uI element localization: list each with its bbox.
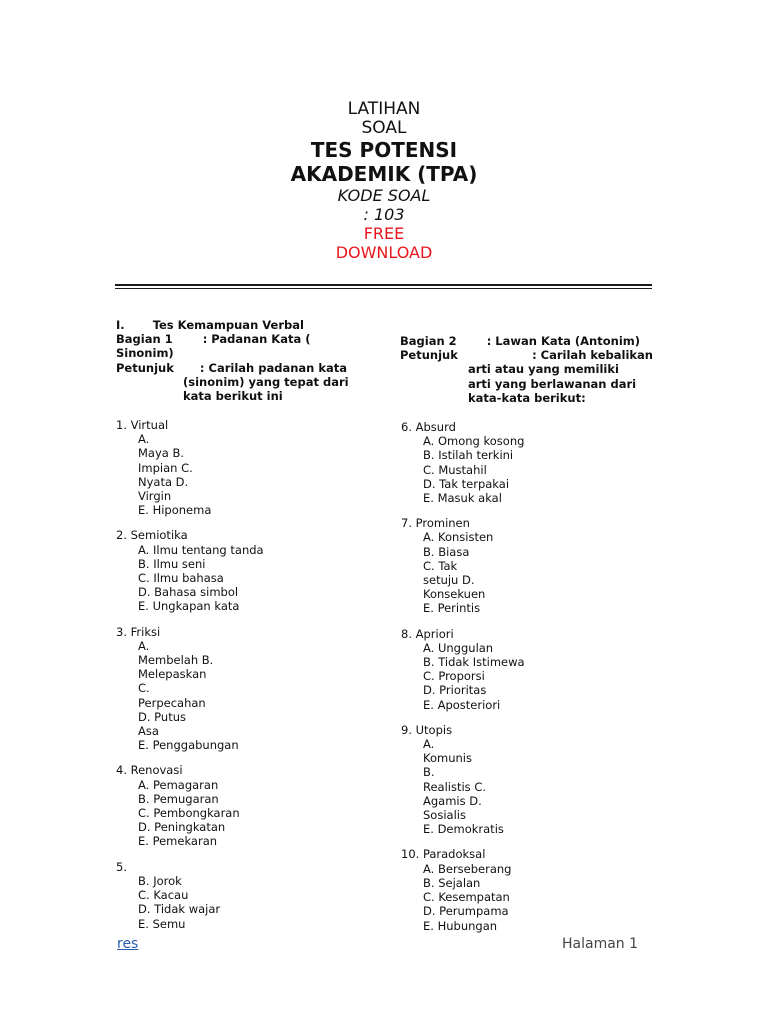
question-5 <box>116 860 366 931</box>
question-4-line: E. Pemekaran <box>138 834 218 849</box>
hint-1-value-3: kata berikut ini <box>183 389 283 404</box>
question-3-line: C. <box>138 681 150 696</box>
question-9-line: Realistis C. <box>423 779 487 794</box>
question-8-line: E. Aposteriori <box>423 697 501 712</box>
question-4-line: C. Pembongkaran <box>138 806 240 821</box>
left-question-list <box>116 418 366 931</box>
hint-2-value: : Carilah kebalikan <box>532 348 653 363</box>
question-10-line: E. Hubungan <box>423 918 498 933</box>
question-9-line: Komunis <box>423 751 472 766</box>
question-1-head: 1. Virtual <box>116 418 169 432</box>
question-1-line: Nyata D. <box>138 474 189 489</box>
hint-1-label: Petunjuk <box>116 360 174 375</box>
header-line-latihan: LATIHAN <box>347 99 421 119</box>
part-1-line <box>116 332 356 346</box>
question-10-head: 10. Paradoksal <box>401 847 486 862</box>
question-9-line: Sosialis <box>423 808 466 823</box>
question-3-line: Perpecahan <box>138 695 206 710</box>
question-9-line: A. <box>423 737 435 752</box>
page-number: Halaman 1 <box>562 936 639 952</box>
question-5-head: 5. <box>116 859 127 874</box>
question-4-line: A. Pemagaran <box>138 777 219 792</box>
right-question-list <box>401 420 654 933</box>
question-2-line: B. Ilmu seni <box>138 556 206 571</box>
question-7-line: setuju D. <box>423 573 475 588</box>
hint-2-label: Petunjuk <box>400 348 458 363</box>
header-line-soal: SOAL <box>361 118 407 138</box>
question-5-line: B. Jorok <box>138 873 182 888</box>
question-9-head: 9. Utopis <box>401 722 453 737</box>
divider-thin <box>115 288 652 289</box>
question-4 <box>116 763 366 848</box>
hint-2-line <box>400 348 653 362</box>
part-1-value-cont: Sinonim) <box>116 346 174 361</box>
question-5-line: D. Tidak wajar <box>138 902 221 917</box>
question-4-line: B. Pemugaran <box>138 791 219 806</box>
question-3-line: Melepaskan <box>138 667 207 682</box>
question-10-line: B. Sejalan <box>423 875 481 890</box>
question-3-line: Asa <box>138 724 159 739</box>
question-8-line: D. Prioritas <box>423 683 487 698</box>
question-6-line: A. Omong kosong <box>423 434 525 449</box>
question-7-line: A. Konsisten <box>423 530 494 545</box>
section-number: I. <box>116 318 125 332</box>
divider-thick <box>115 284 652 286</box>
question-3-line: D. Putus <box>138 709 186 724</box>
question-3 <box>116 625 366 753</box>
hint-1-value-2: (sinonim) yang tepat dari <box>183 374 349 389</box>
question-6-line: B. Istilah terkini <box>423 448 514 463</box>
question-9-line: B. <box>423 765 435 780</box>
question-3-head: 3. Friksi <box>116 624 161 639</box>
question-8-line: B. Tidak Istimewa <box>423 655 525 670</box>
part-2-value: : Lawan Kata (Antonim) <box>486 334 640 348</box>
question-7-line: C. Tak <box>423 558 458 573</box>
question-2 <box>116 528 366 613</box>
question-1-line: Maya B. <box>138 446 185 461</box>
question-6-line: E. Masuk akal <box>423 491 502 506</box>
question-1-line: Impian C. <box>138 460 193 475</box>
question-7-line: E. Perintis <box>423 601 481 616</box>
right-instructions <box>400 334 653 405</box>
question-9-line: Agamis D. <box>423 793 482 808</box>
header-code-label: KODE SOAL <box>337 186 431 205</box>
question-1-line: Virgin <box>138 489 172 504</box>
question-6-line: D. Tak terpakai <box>423 476 510 491</box>
question-10 <box>401 847 654 932</box>
question-9 <box>401 723 654 837</box>
question-9-line: E. Demokratis <box>423 822 504 837</box>
question-5-line: E. Semu <box>138 916 186 931</box>
question-8-head: 8. Apriori <box>401 626 454 641</box>
hint-1-line <box>116 361 356 375</box>
question-1 <box>116 418 366 517</box>
header-free: FREE <box>363 224 405 243</box>
part-2-line <box>400 334 653 348</box>
question-2-line: C. Ilmu bahasa <box>138 571 224 586</box>
question-10-line: D. Perumpama <box>423 904 509 919</box>
part-1-label: Bagian 1 <box>116 332 173 347</box>
hint-2-value-4: kata-kata berikut: <box>468 390 586 405</box>
question-8-line: A. Unggulan <box>423 640 494 655</box>
question-7-head: 7. Prominen <box>401 516 470 531</box>
footer-link[interactable]: res <box>117 936 139 952</box>
question-3-line: A. <box>138 638 150 653</box>
question-2-line: A. Ilmu tentang tanda <box>138 542 264 557</box>
question-6 <box>401 420 654 505</box>
question-2-line: E. Ungkapan kata <box>138 599 240 614</box>
question-1-line: A. <box>138 432 150 447</box>
question-4-line: D. Peningkatan <box>138 820 226 835</box>
header-download: DOWNLOAD <box>335 243 433 262</box>
hint-2-value-3: arti yang berlawanan dari <box>468 376 637 391</box>
question-3-line: E. Penggabungan <box>138 738 239 753</box>
question-3-line: Membelah B. <box>138 653 214 668</box>
section-title: Tes Kemampuan Verbal <box>152 318 304 332</box>
question-7 <box>401 516 654 615</box>
left-instructions <box>116 318 356 403</box>
hint-2-value-2: arti atau yang memiliki <box>468 362 619 377</box>
question-5-line: C. Kacau <box>138 888 189 903</box>
question-1-line: E. Hiponema <box>138 503 212 518</box>
part-1-value: : Padanan Kata ( <box>202 332 311 347</box>
section-heading <box>116 318 356 332</box>
question-2-line: D. Bahasa simbol <box>138 585 239 600</box>
header-title-2: AKADEMIK (TPA) <box>290 162 478 186</box>
question-7-line: B. Biasa <box>423 544 470 559</box>
question-10-line: A. Berseberang <box>423 861 512 876</box>
header-title-1: TES POTENSI <box>310 138 458 162</box>
question-6-head: 6. Absurd <box>401 420 456 434</box>
question-8 <box>401 627 654 712</box>
question-4-head: 4. Renovasi <box>116 763 183 778</box>
question-8-line: C. Proporsi <box>423 669 485 684</box>
question-10-line: C. Kesempatan <box>423 890 510 905</box>
question-2-head: 2. Semiotika <box>116 528 188 543</box>
hint-1-value: : Carilah padanan kata <box>199 360 348 375</box>
question-7-line: Konsekuen <box>423 587 486 602</box>
part-2-label: Bagian 2 <box>400 334 457 348</box>
header-code-value: : 103 <box>363 205 405 224</box>
question-6-line: C. Mustahil <box>423 462 487 477</box>
document-header <box>0 100 768 262</box>
